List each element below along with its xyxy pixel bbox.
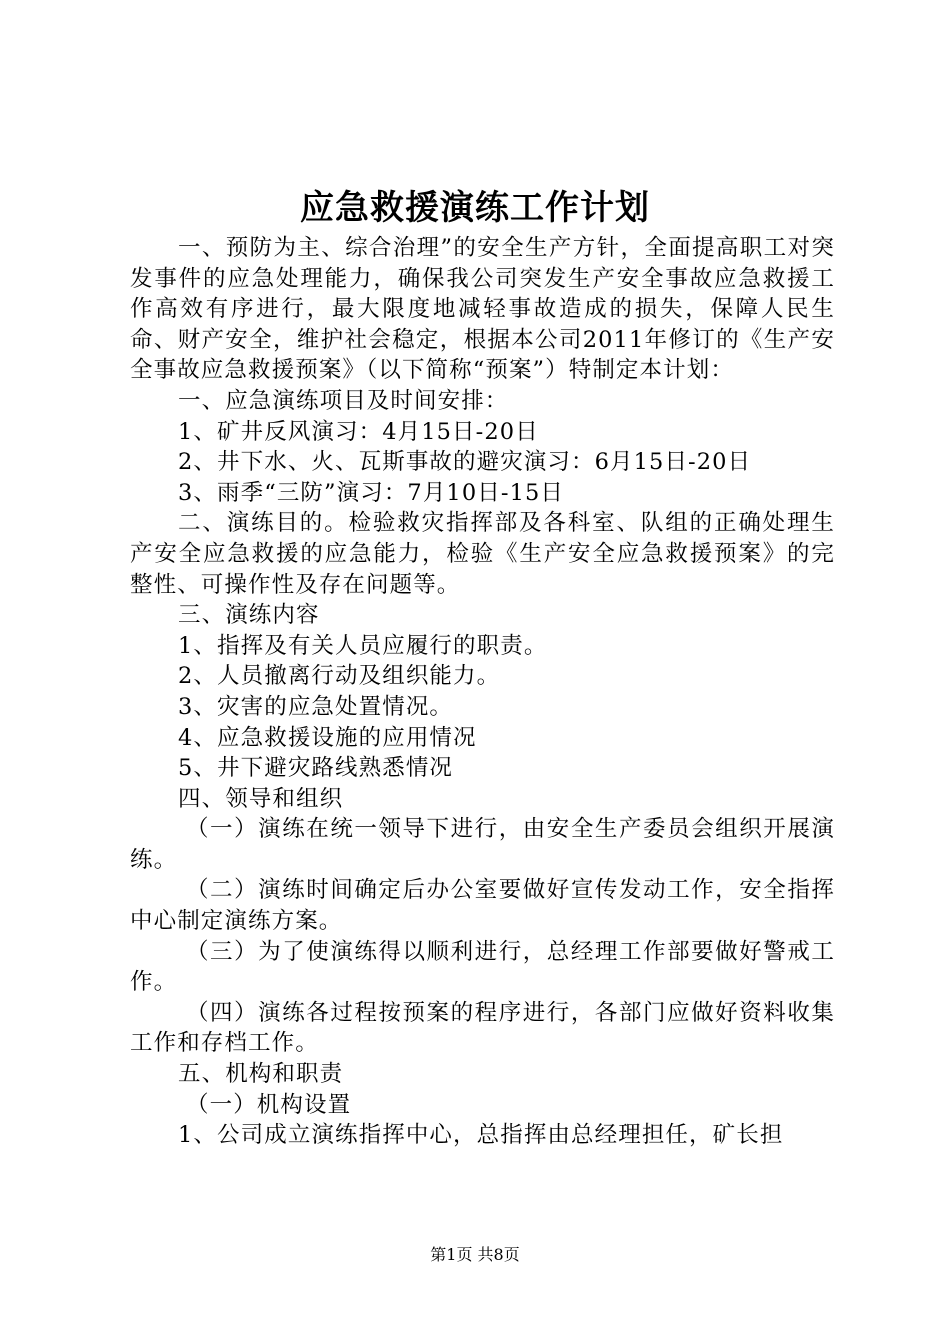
paragraph: （一）机构设置 (186, 1091, 352, 1118)
paragraph: 1、矿井反风演习：4月15日-20日 (178, 418, 539, 445)
paragraph: 5、井下避灾路线熟悉情况 (178, 755, 454, 782)
paragraph: 4、应急救援设施的应用情况 (178, 724, 477, 751)
paragraph: 二、演练目的。检验救灾指挥部及各科室、队组的正确处理生产安全应急救援的应急能力，检验《生产安全应急救援预案》的完整性、可操作性及存在问题等。 (130, 510, 835, 598)
paragraph: 2、井下水、火、瓦斯事故的避灾演习：6月15日-20日 (178, 449, 752, 476)
paragraph: 五、机构和职责 (178, 1061, 344, 1088)
paragraph: （四）演练各过程按预案的程序进行，各部门应做好资料收集工作和存档工作。 (130, 999, 835, 1057)
paragraph: （二）演练时间确定后办公室要做好宣传发动工作，安全指挥中心制定演练方案。 (130, 877, 835, 935)
paragraph: 1、公司成立演练指挥中心，总指挥由总经理担任，矿长担 (178, 1122, 784, 1149)
document-title: 应急救援演练工作计划 (300, 188, 650, 228)
paragraph: （一）演练在统一领导下进行，由安全生产委员会组织开展演练。 (130, 816, 835, 873)
paragraph: 三、演练内容 (178, 602, 320, 629)
paragraph: 一、应急演练项目及时间安排： (178, 387, 509, 414)
document-body (130, 233, 835, 1151)
page-footer: 第1页 共8页 (430, 1245, 520, 1264)
paragraph: 3、雨季“三防”演习：7月10日-15日 (178, 479, 564, 506)
paragraph: 1、指挥及有关人员应履行的职责。 (178, 632, 548, 659)
paragraph: （三）为了使演练得以顺利进行，总经理工作部要做好警戒工作。 (130, 938, 835, 996)
paragraph: 2、人员撤离行动及组织能力。 (178, 663, 501, 690)
paragraph: 一、预防为主、综合治理”的安全生产方针，全面提高职工对突发事件的应急处理能力，确保我公司突发生产安全事故应急救援工作高效有序进行，最大限度地减轻事故造成的损失，保障人民生命、财产安全，维护社会稳定，根据本公司2011年修订的《生产安全事故应急救援预案》（以下简称“预案”）特制定本计划： (130, 235, 835, 384)
paragraph: 四、领导和组织 (178, 785, 344, 812)
paragraph: 3、灾害的应急处置情况。 (178, 693, 454, 720)
